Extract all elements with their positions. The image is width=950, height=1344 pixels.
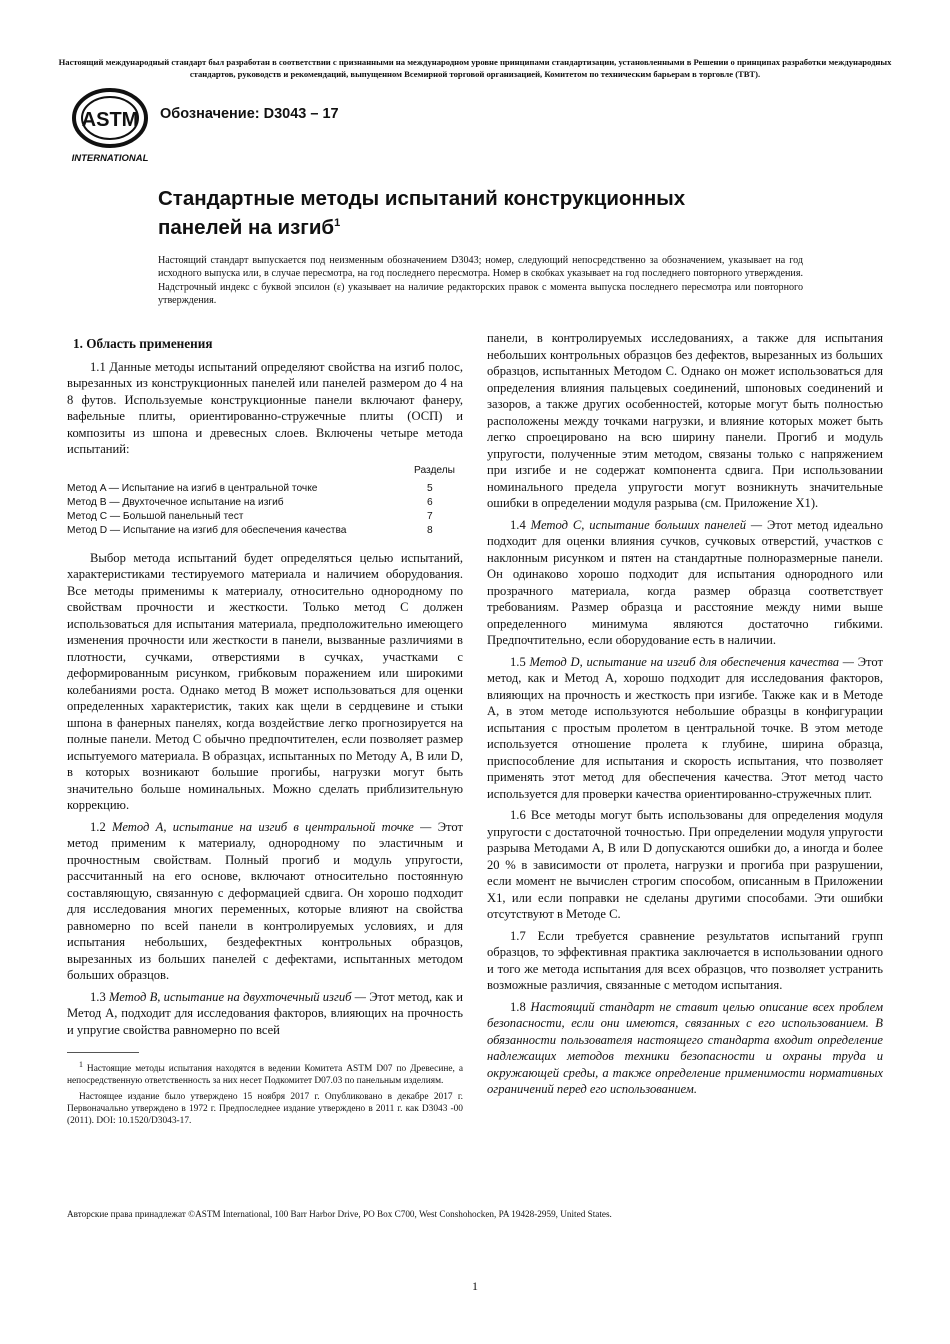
paragraph-1-5 <box>487 654 883 803</box>
paragraph-italic-lead: Метод A, испытание на изгиб в центральной точке — <box>112 819 432 834</box>
development-notice: Настоящий международный стандарт был разработан в соответствии с признанными на международном уровне принципами стандартизации, установленными в Решении о принципах разработки международных стандартов, руководств и рекомендаций, выпущенном Всемирной торговой организацией, Комитетом по техническим барьерам в торговле (ТВТ). <box>58 57 892 79</box>
footnotes <box>67 1059 463 1127</box>
method-row <box>67 510 463 524</box>
paragraph-1-4 <box>487 517 883 649</box>
methods-header: Разделы <box>414 464 455 476</box>
footnote-text: Настоящие методы испытания находятся в ведении Комитета ASTM D07 по Древесине, а непосредственную ответственность за них несет Подкомитет D07.03 по панельным изделиям. <box>67 1064 464 1087</box>
paragraph-number: 1.8 <box>510 999 526 1014</box>
title-line-2 <box>158 211 685 240</box>
footnote-marker: 1 <box>79 1060 83 1069</box>
section-heading: 1. Область применения <box>73 336 213 351</box>
title-footnote-ref: 1 <box>334 217 341 229</box>
paragraph-italic-text: Настоящий стандарт не ставит целью описание всех проблем безопасности, если они имеются, связанных с его использованием. В обязанности пользователя настоящего стандарта входит определение надлежащих методов техники безопасности и охраны труда и окружающей среды, а также определение применимости нормативных ограничений перед его использованием. <box>487 999 883 1096</box>
method-row <box>67 524 463 538</box>
method-label: Метод A — Испытание на изгиб в центральной точке <box>67 482 318 494</box>
intro-paragraph: Настоящий стандарт выпускается под неизменным обозначением D3043; номер, следующий непосредственно за обозначением, указывает на год исходного выпуска или, в случае пересмотра, на год последнего пересмотра. Номер в скобках указывает на год последнего повторного утверждения. Надстрочный индекс с буквой эпсилон (ε) указывает на наличие редакторских правок с момента выпуска последнего пересмотра или повторного утверждения. <box>158 255 803 306</box>
paragraph-1-3-continued: панели, в контролируемых исследованиях, а также для испытания небольших контрольных образцов без дефектов, вырезанных из больших образцов, испытанных Методом C. Однако он может использоваться для определения влияния пальцевых соединений, шпоновых соединений и зазоров, а также других особенностей, которые могут быть полностью расположены между точками нагрузки, и влияние которых может быть легко спроецировано на всю ширину панели. Прогиб и модуль упругости, полученные этим методом, связаны только с напряжением при изгибе и не содержат компонента сдвига. При использовании номинального предела упругости могут возникнуть значительные ошибки в определении модуля разрыва (см. Приложение X1). <box>487 331 883 510</box>
paragraph-italic-lead: Метод B, испытание на двухточечный изгиб — <box>109 989 366 1004</box>
right-column <box>487 330 883 1098</box>
title-line-2-text: панелей на изгиб <box>158 215 335 239</box>
paragraph-number: 1.2 <box>90 819 106 834</box>
title-line-1: Стандартные методы испытаний конструкционных <box>158 187 686 210</box>
designation: Обозначение: D3043 – 17 <box>160 106 339 122</box>
paragraph-italic-lead: Метод C, испытание больших панелей — <box>530 517 763 532</box>
copyright-line: Авторские права принадлежат ©ASTM International, 100 Barr Harbor Drive, PO Box C700, West Conshohocken, PA 19428-2959, United States. <box>67 1209 612 1219</box>
paragraph-1-1: 1.1 Данные методы испытаний определяют свойства на изгиб полос, вырезанных из конструкционных панелей или панелей размером до 4 на 8 футов. Используемые конструкционные панели включают фанеру, вафельные плиты, ориентированно-стружечные плиты (ОСП) и композиты из шпона и древесных слоев. Включены четыре метода испытаний: <box>67 359 463 456</box>
paragraph-1-7: 1.7 Если требуется сравнение результатов испытаний групп образцов, то эффективная практика заключается в использовании одного и того же метода испытания для всех образцов, что позволяет устранить возможные различия, связанные с методом испытания. <box>487 928 883 992</box>
method-label: Метод C — Большой панельный тест <box>67 510 244 522</box>
paragraph-text: Этот метод применим к материалу, однородному по эластичным и прочностным свойствам. Полный прогиб и модуль упругости, рассчитанный на его основе, включают относительно постоянную составляющую, связанную с деформацией сдвига. Он хорошо подходит для исследования многих переменных, которые влияют на свойства равномерно по всей панели в контролируемых условиях, и для испытания небольших, бездефектных контрольных образцов, вырезанных из больших панелей с дефектами, испытанных методом больших образцов. <box>67 819 463 982</box>
footnote-divider <box>67 1052 139 1053</box>
astm-logo-text: ASTM <box>81 109 139 131</box>
method-label: Метод B — Двухточечное испытание на изгиб <box>67 496 284 508</box>
left-column <box>67 336 463 1130</box>
astm-logo <box>68 88 154 166</box>
method-label: Метод D — Испытание на изгиб для обеспечения качества <box>67 524 347 536</box>
footnote-1 <box>67 1059 463 1088</box>
paragraph-1-3 <box>67 989 463 1039</box>
methods-list <box>67 464 463 538</box>
paragraph-text: Этот метод, как и Метод A, подходит для исследования факторов, влияющих на прочность и упругие свойства равномерно по всей <box>67 989 463 1037</box>
method-section: 6 <box>427 496 433 508</box>
method-row <box>67 496 463 510</box>
page-number: 1 <box>472 1279 478 1293</box>
paragraph-1-1-continued: Выбор метода испытаний будет определяться целью испытаний, характеристиками тестируемого материала и наличием оборудования. Все методы применимы к материалу, относительно однородному по свойствам прочности и жесткости. Только метод C должен использоваться для испытания материала, предположительно имеющего изменения прочности или жесткости в панели, вызванные различиями в плотности, сучками, отверстиями в сучках, участками с деформированным рисунком, грибковым поражением или широкими колебаниями роста. Однако метод B может использоваться для оценки определенных характеристик, таких как щели в сердцевине и стыки шпона в фанерных панелях, когда воздействие легко прогнозируется на полные панели. Метод C обычно предпочтителен, если позволяет размер испытуемого материала. В образцах, испытанных по Методу A, B или D, в которых возникают большие прогибы, нагрузки могут быть значительно больше номинальных. Можно сделать приблизительную коррекцию. <box>67 550 463 812</box>
method-section: 5 <box>427 482 433 494</box>
paragraph-number: 1.5 <box>510 654 526 669</box>
method-row <box>67 482 463 496</box>
paragraph-1-6: 1.6 Все методы могут быть использованы для определения модуля упругости с достаточной точностью. При определении модуля упругости разрыва Методами A, B или D допускаются ошибки до, а иногда и более 20 % в зависимости от пролета, нагрузки и прогиба при разрушении, если момент не вычислен строгим способом, описанным в Приложении X1, или если поправки не сделаны другими способами. Эти ошибки отсутствуют в Методе C. <box>487 808 883 921</box>
astm-logo-subtext: INTERNATIONAL <box>71 153 149 164</box>
paragraph-1-2 <box>67 819 463 984</box>
paragraph-text: Этот метод идеально подходит для оценки влияния сучков, сучковых отверстий, участков с наклонным рисунком и пятен на стандартные полноразмерные панели. Он одинаково хорошо подходит для испытания однородного или прозрачного материала, когда размер образца соответствует требованиям. Размер образца и расстояние между ними выше определенного минимума являются достаточно гибкими. Предпочтительно, если оборудование есть в наличии. <box>487 517 883 647</box>
method-section: 7 <box>427 510 433 522</box>
paragraph-italic-lead: Метод D, испытание на изгиб для обеспечения качества — <box>529 654 854 669</box>
astm-logo-mark <box>68 88 154 166</box>
document-title <box>158 186 685 240</box>
paragraph-1-8 <box>487 999 883 1098</box>
footnote-2: Настоящее издание было утверждено 15 ноября 2017 г. Опубликовано в декабре 2017 г. Первоначально утверждено в 1972 г. Предпоследнее издание утверждено в 2011 г. как D3043 -00 (2011). DOI: 10.1520/D3043-17. <box>67 1091 463 1126</box>
paragraph-number: 1.4 <box>510 517 526 532</box>
method-section: 8 <box>427 524 433 536</box>
paragraph-number: 1.3 <box>90 989 106 1004</box>
paragraph-text: Этот метод, как и Метод A, хорошо подходит для исследования факторов, влияющих на прочность и жесткость при изгибе. Также как и в Методе A, в этом методе используются небольшие образцы в конфигурации испытания с простым пролетом в центральной точке. В этом методе используется отношение пролета к глубине, ширина образца, приспособление для испытания и скорость испытания, что позволяет применять этот метод для обеспечения качества. Этот метод часто используется для проверки качества ориентированно-стружечных плит. <box>487 654 883 801</box>
